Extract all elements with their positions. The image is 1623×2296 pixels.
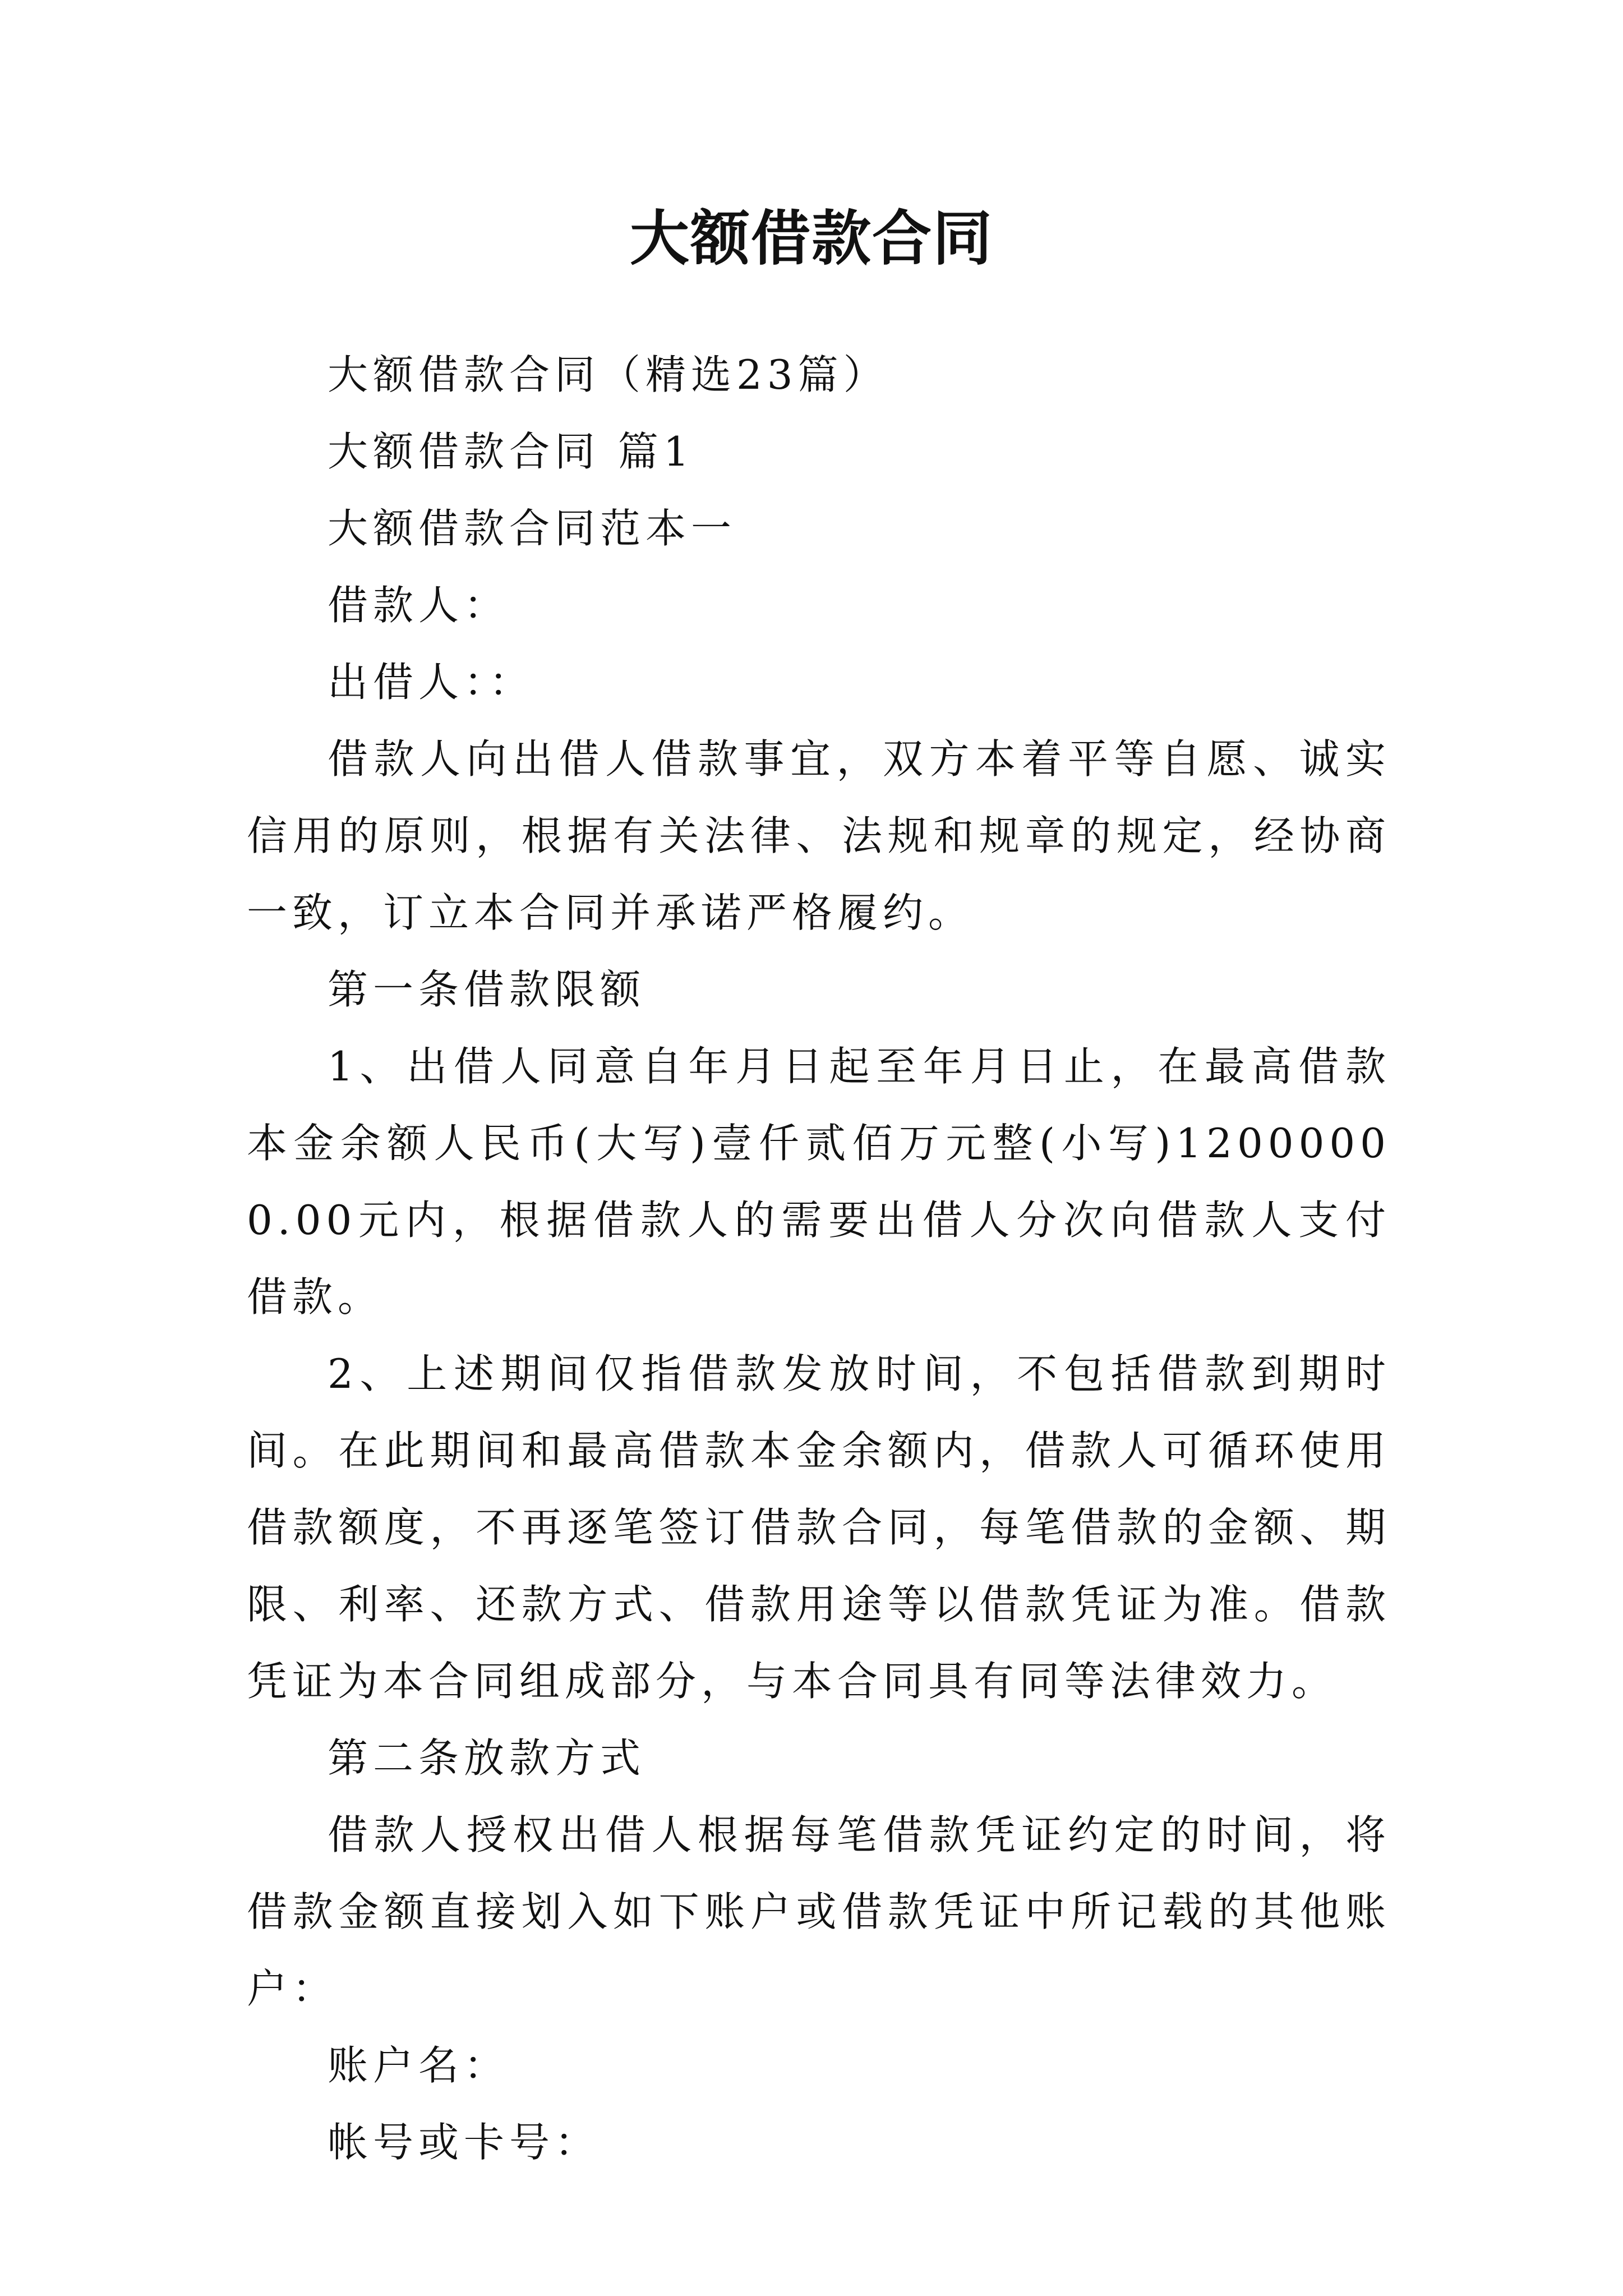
paragraph-borrower: 借款人： — [328, 582, 510, 629]
paragraph-article-1-clause-2: 2、上述期间仅指借款发放时间，不包括借款到期时间。在此期间和最高借款本金余额内，借款人可循环使用借款额度，不再逐笔签订借款合同，每笔借款的金额、期限、利率、还款方式、借款用途等以借款凭证为准。借款凭证为本合同组成部分，与本合同具有同等法律效力。 — [247, 1350, 1391, 1705]
paragraph-article-number: 大额借款合同 篇1 — [328, 428, 694, 475]
document-title: 大额借款合同 — [630, 203, 993, 273]
paragraph-collection-heading: 大额借款合同（精选23篇） — [328, 351, 889, 398]
document-body — [247, 337, 1391, 2181]
paragraph-template-heading: 大额借款合同范本一 — [328, 505, 737, 552]
paragraph-article-2-body: 借款人授权出借人根据每笔借款凭证约定的时间，将借款金额直接划入如下账户或借款凭证中所记载的其他账户： — [247, 1811, 1391, 2012]
paragraph-article-2-heading: 第二条放款方式 — [328, 1734, 646, 1782]
paragraph-account-number: 帐号或卡号： — [328, 2119, 601, 2166]
paragraph-article-1-heading: 第一条借款限额 — [328, 966, 646, 1013]
paragraph-article-1-clause-1: 1、出借人同意自年月日起至年月日止，在最高借款本金余额人民币(大写)壹仟贰佰万元整(小写)12000000.00元内，根据借款人的需要出借人分次向借款人支付借款。 — [247, 1043, 1391, 1320]
paragraph-lender: 出借人：： — [328, 659, 535, 706]
paragraph-preamble: 借款人向出借人借款事宜，双方本着平等自愿、诚实信用的原则，根据有关法律、法规和规章的规定，经协商一致，订立本合同并承诺严格履约。 — [247, 735, 1391, 936]
paragraph-account-name: 账户名： — [328, 2042, 510, 2089]
